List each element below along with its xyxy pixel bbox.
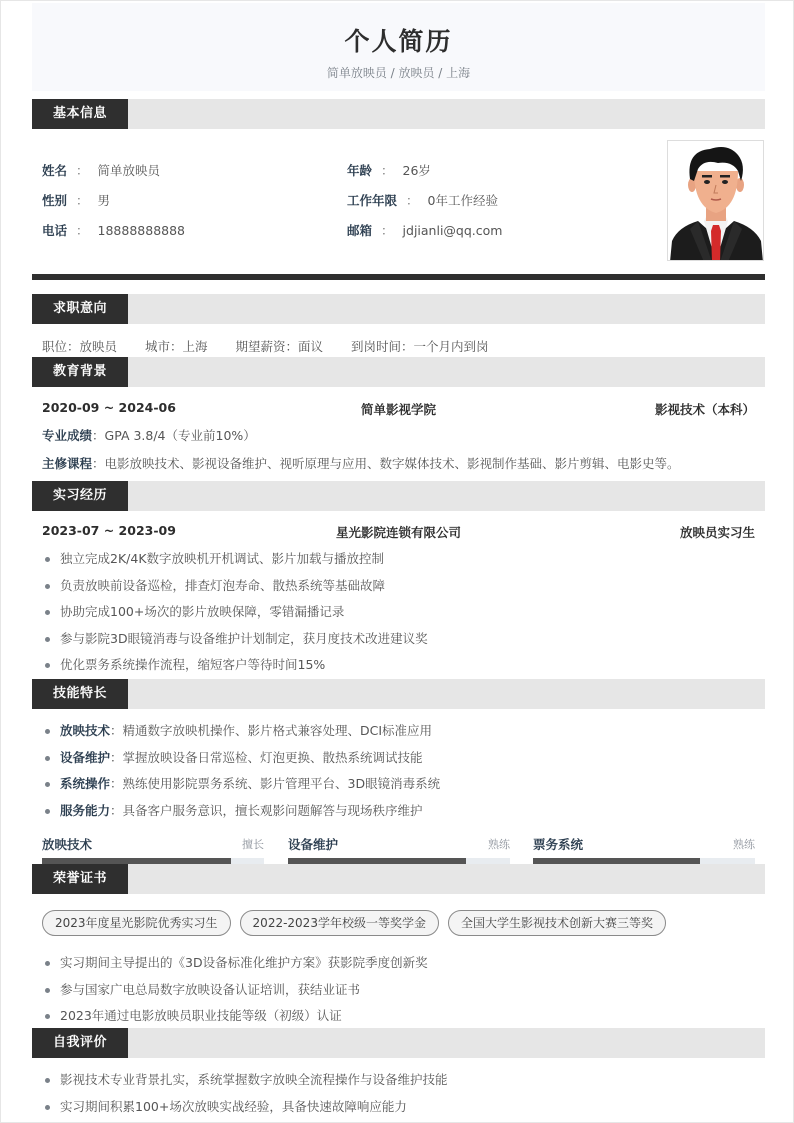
info-value: jdjianli@qq.com — [402, 223, 503, 238]
list-item: 协助完成100+场次的影片放映保障，零错漏播记录 — [42, 603, 428, 630]
resume-subtitle: 简单放映员 / 放映员 / 上海 — [326, 66, 471, 80]
list-item: 实习期间积累100+场次放映实战经验，具备快速故障响应能力 — [42, 1098, 448, 1123]
divider — [32, 274, 765, 280]
info-label: 年龄 — [347, 163, 373, 178]
profile-photo — [667, 140, 764, 261]
honor-chip: 全国大学生影视技术创新大赛三等奖 — [448, 910, 666, 936]
resume-header — [32, 3, 765, 91]
section-title: 自我评价 — [32, 1028, 128, 1058]
honors-list — [42, 954, 428, 1034]
internship-company: 星光影院连锁有限公司 — [335, 525, 461, 540]
skill-bar-name: 设备维护 — [288, 837, 339, 852]
skill-bar-name: 票务系统 — [533, 837, 584, 852]
section-title: 荣誉证书 — [32, 864, 128, 894]
info-value: 26岁 — [402, 163, 431, 178]
info-value: 男 — [97, 193, 111, 208]
self-eval-list — [42, 1071, 448, 1123]
intent-position: 职位：放映员 — [42, 339, 118, 354]
section-title: 基本信息 — [32, 99, 128, 129]
internship-period: 2023-07 ~ 2023-09 — [42, 523, 176, 538]
section-header-internship — [32, 481, 765, 511]
section-header-education — [32, 357, 765, 387]
education-school: 简单影视学院 — [360, 402, 436, 417]
honor-chip: 2023年度星光影院优秀实习生 — [42, 910, 231, 936]
list-item: 系统操作：熟练使用影院票务系统、影片管理平台、3D眼镜消毒系统 — [42, 775, 440, 802]
info-name: 姓名 ： 简单放映员 — [42, 163, 161, 178]
skill-bar-level: 熟练 — [488, 838, 510, 851]
list-item: 负责放映前设备巡检，排查灯泡寿命、散热系统等基础故障 — [42, 577, 428, 604]
list-item: 参与国家广电总局数字放映设备认证培训，获结业证书 — [42, 981, 428, 1008]
education-row — [42, 400, 755, 418]
section-header-basic — [32, 99, 765, 129]
info-phone: 电话 ： 18888888888 — [42, 223, 186, 238]
info-label: 邮箱 — [347, 223, 373, 238]
honor-chip: 2022-2023学年校级一等奖学金 — [240, 910, 439, 936]
education-courses: 主修课程：电影放映技术、影视设备维护、视听原理与应用、数字媒体技术、影视制作基础、影片剪辑、电影史等。 — [42, 456, 680, 471]
info-value: 18888888888 — [97, 223, 186, 238]
info-label: 电话 — [42, 223, 68, 238]
info-value: 简单放映员 — [97, 163, 161, 178]
info-age: 年龄 ： 26岁 — [347, 163, 431, 178]
section-title: 技能特长 — [32, 679, 128, 709]
list-item: 独立完成2K/4K数字放映机开机调试、影片加载与播放控制 — [42, 550, 428, 577]
info-email: 邮箱 ： jdjianli@qq.com — [347, 223, 503, 238]
internship-role: 放映员实习生 — [679, 525, 755, 540]
info-value: 0年工作经验 — [427, 193, 498, 208]
list-item: 优化票务系统操作流程，缩短客户等待时间15% — [42, 656, 428, 683]
skill-bar-name: 放映技术 — [42, 837, 93, 852]
intent-city: 城市：上海 — [145, 339, 208, 354]
education-gpa: 专业成绩：GPA 3.8/4（专业前10%） — [42, 428, 256, 443]
section-header-intent — [32, 294, 765, 324]
education-period: 2020-09 ~ 2024-06 — [42, 400, 176, 415]
list-item: 服务能力：具备客户服务意识，擅长观影问题解答与现场秩序维护 — [42, 802, 440, 829]
section-header-honors — [32, 864, 765, 894]
resume-title: 个人简历 — [344, 27, 453, 56]
education-major: 影视技术（本科） — [654, 402, 755, 417]
info-gender: 性别 ： 男 — [42, 193, 111, 208]
internship-list — [42, 550, 428, 683]
intent-arrival: 到岗时间：一个月内到岗 — [351, 339, 489, 354]
list-item: 影视技术专业背景扎实，系统掌握数字放映全流程操作与设备维护技能 — [42, 1071, 448, 1098]
intent-salary: 期望薪资：面议 — [235, 339, 324, 354]
list-item: 实习期间主导提出的《3D设备标准化维护方案》获影院季度创新奖 — [42, 954, 428, 981]
skills-list — [42, 722, 440, 828]
list-item: 放映技术：精通数字放映机操作、影片格式兼容处理、DCI标准应用 — [42, 722, 440, 749]
job-intent — [42, 337, 517, 355]
section-title: 教育背景 — [32, 357, 128, 387]
section-title: 求职意向 — [32, 294, 128, 324]
info-label: 工作年限 — [347, 193, 398, 208]
skill-bar-level: 擅长 — [242, 838, 264, 851]
list-item: 参与影院3D眼镜消毒与设备维护计划制定，获月度技术改进建议奖 — [42, 630, 428, 657]
section-title: 实习经历 — [32, 481, 128, 511]
list-item: 2023年通过电影放映员职业技能等级（初级）认证 — [42, 1007, 428, 1034]
section-header-skills — [32, 679, 765, 709]
honor-chips — [42, 910, 675, 936]
section-header-self — [32, 1028, 765, 1058]
internship-row — [42, 523, 755, 541]
info-label: 姓名 — [42, 163, 68, 178]
list-item: 设备维护：掌握放映设备日常巡检、灯泡更换、散热系统调试技能 — [42, 749, 440, 776]
avatar-illustration-icon — [668, 141, 764, 261]
skill-bar-level: 熟练 — [733, 838, 755, 851]
info-experience: 工作年限 ： 0年工作经验 — [347, 193, 498, 208]
info-label: 性别 — [42, 193, 68, 208]
